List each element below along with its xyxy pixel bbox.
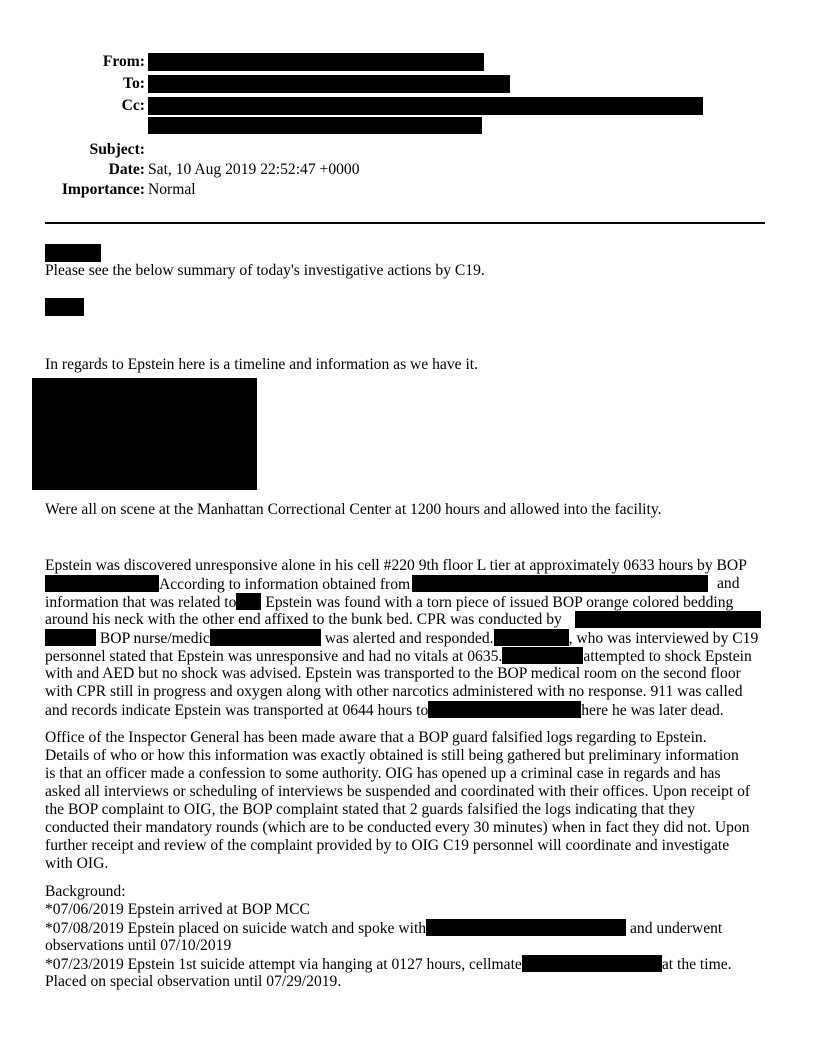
background-item: *07/06/2019 Epstein arrived at BOP MCC xyxy=(45,901,310,918)
background-item: observations until 07/10/2019 xyxy=(45,937,232,954)
divider xyxy=(45,222,765,224)
redaction xyxy=(32,378,257,490)
background-item: *07/08/2019 Epstein placed on suicide watch and spoke with and underwent xyxy=(45,920,723,937)
cc-label: Cc: xyxy=(121,97,145,114)
p2-line: is that an officer made a confession to some authority. OIG has opened up a criminal case in regards and has xyxy=(45,765,721,782)
subject-label: Subject: xyxy=(89,141,145,158)
intro-text: Please see the below summary of today's investigative actions by C19. xyxy=(45,262,485,279)
redaction xyxy=(148,75,510,93)
p2-line: asked all interviews or scheduling of interviews be suspended and coordinated with their offices. Upon receipt of xyxy=(45,783,751,800)
date-label: Date: xyxy=(108,161,145,178)
date-value: Sat, 10 Aug 2019 22:52:47 +0000 xyxy=(148,161,360,178)
p2-line: conducted their mandatory rounds (which are to be conducted every 30 minutes) when in fact they did not. Upon xyxy=(45,819,750,836)
from-label: From: xyxy=(102,53,145,70)
p2-line: Details of who or how this information was exactly obtained is still being gathered but preliminary information xyxy=(45,747,739,764)
regards-text: In regards to Epstein here is a timeline and information as we have it. xyxy=(45,356,479,373)
background-heading: Background: xyxy=(45,883,126,900)
p1-line: According to information obtained from and xyxy=(45,575,708,593)
importance-label: Importance: xyxy=(61,181,145,198)
redaction xyxy=(45,298,84,316)
scene-text: Were all on scene at the Manhattan Correctional Center at 1200 hours and allowed into the facility. xyxy=(45,501,662,518)
p1-line: and records indicate Epstein was transported at 0644 hours to here he was later dead. xyxy=(45,702,724,719)
p1-line: around his neck with the other end affixed to the bunk bed. CPR was conducted by xyxy=(45,611,562,629)
to-label: To: xyxy=(123,75,145,92)
redaction xyxy=(45,244,101,262)
redaction xyxy=(148,97,703,115)
p2-line: the BOP complaint to OIG, the BOP complaint stated that 2 guards falsified the logs indicating that they xyxy=(45,801,696,818)
background-item: Placed on special observation until 07/29/2019. xyxy=(45,973,342,990)
p1-line: BOP nurse/medic was alerted and responded. , who was interviewed by C19 xyxy=(45,629,758,647)
p2-line: Office of the Inspector General has been made aware that a BOP guard falsified logs regarding to Epstein. xyxy=(45,729,707,746)
p1-line: with CPR still in progress and oxygen along with other narcotics administered with no response. 911 was called xyxy=(45,683,743,700)
p1-line: information that was related to Epstein was found with a torn piece of issued BOP orange colored bedding xyxy=(45,594,734,611)
p2-line: with OIG. xyxy=(45,855,109,872)
redaction xyxy=(148,53,484,71)
p1-line: personnel stated that Epstein was unresponsive and had no vitals at 0635. attempted to shock Epstein xyxy=(45,648,752,665)
importance-value: Normal xyxy=(148,181,196,198)
p2-line: further receipt and review of the complaint provided by to OIG C19 personnel will coordinate and investigate xyxy=(45,837,730,854)
background-item: *07/23/2019 Epstein 1st suicide attempt via hanging at 0127 hours, cellmate at the time. xyxy=(45,956,732,973)
redaction xyxy=(148,117,482,134)
p1-line: Epstein was discovered unresponsive alone in his cell #220 9th floor L tier at approximately 0633 hours by BOP xyxy=(45,557,747,574)
p1-line: with and AED but no shock was advised. Epstein was transported to the BOP medical room on the second floor xyxy=(45,665,741,682)
